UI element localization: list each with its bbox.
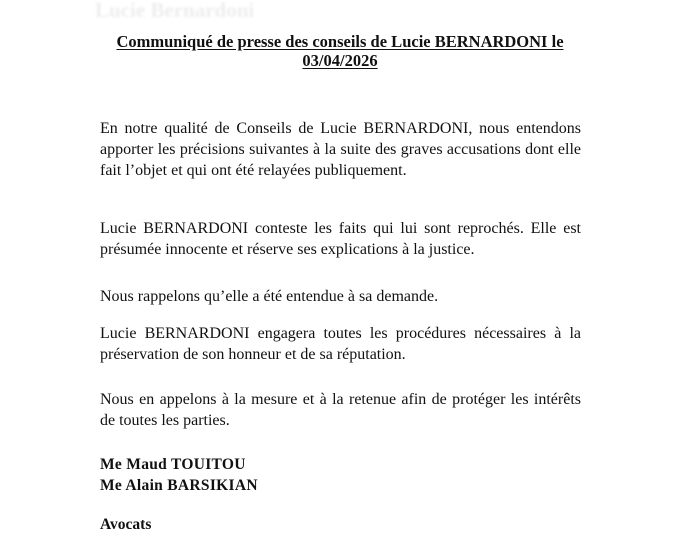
signatory-alain-barsikian: Me Alain BARSIKIAN: [100, 477, 258, 494]
signatories-block: [100, 454, 258, 496]
paragraph-procedures: Lucie BERNARDONI engagera toutes les procédures nécessaires à la préservation de son honneur et de sa réputation.: [100, 325, 581, 363]
title-line-1: Communiqué de presse des conseils de Lucie BERNARDONI le: [116, 32, 564, 51]
paragraph-hearing: Nous rappelons qu’elle a été entendue à sa demande.: [100, 288, 439, 305]
paragraph-contestation: Lucie BERNARDONI conteste les faits qui lui sont reprochés. Elle est présumée innocente et réserve ses explications à la justice.: [100, 220, 581, 258]
paragraph-introduction: En notre qualité de Conseils de Lucie BERNARDONI, nous entendons apporter les précisions suivantes à la suite des graves accusations dont elle fait l’objet et qui ont été relayées publiquement.: [100, 120, 581, 179]
press-release-title: [100, 32, 580, 70]
signatory-maud-touitou: Me Maud TOUITOU: [100, 456, 246, 473]
paragraph-appeal: Nous en appelons à la mesure et à la retenue afin de protéger les intérêts de toutes les parties.: [100, 391, 581, 429]
signatories-role: Avocats: [100, 516, 152, 533]
faded-header-text: Lucie Bernardoni: [95, 0, 255, 22]
title-line-2: 03/04/2026: [302, 51, 378, 70]
